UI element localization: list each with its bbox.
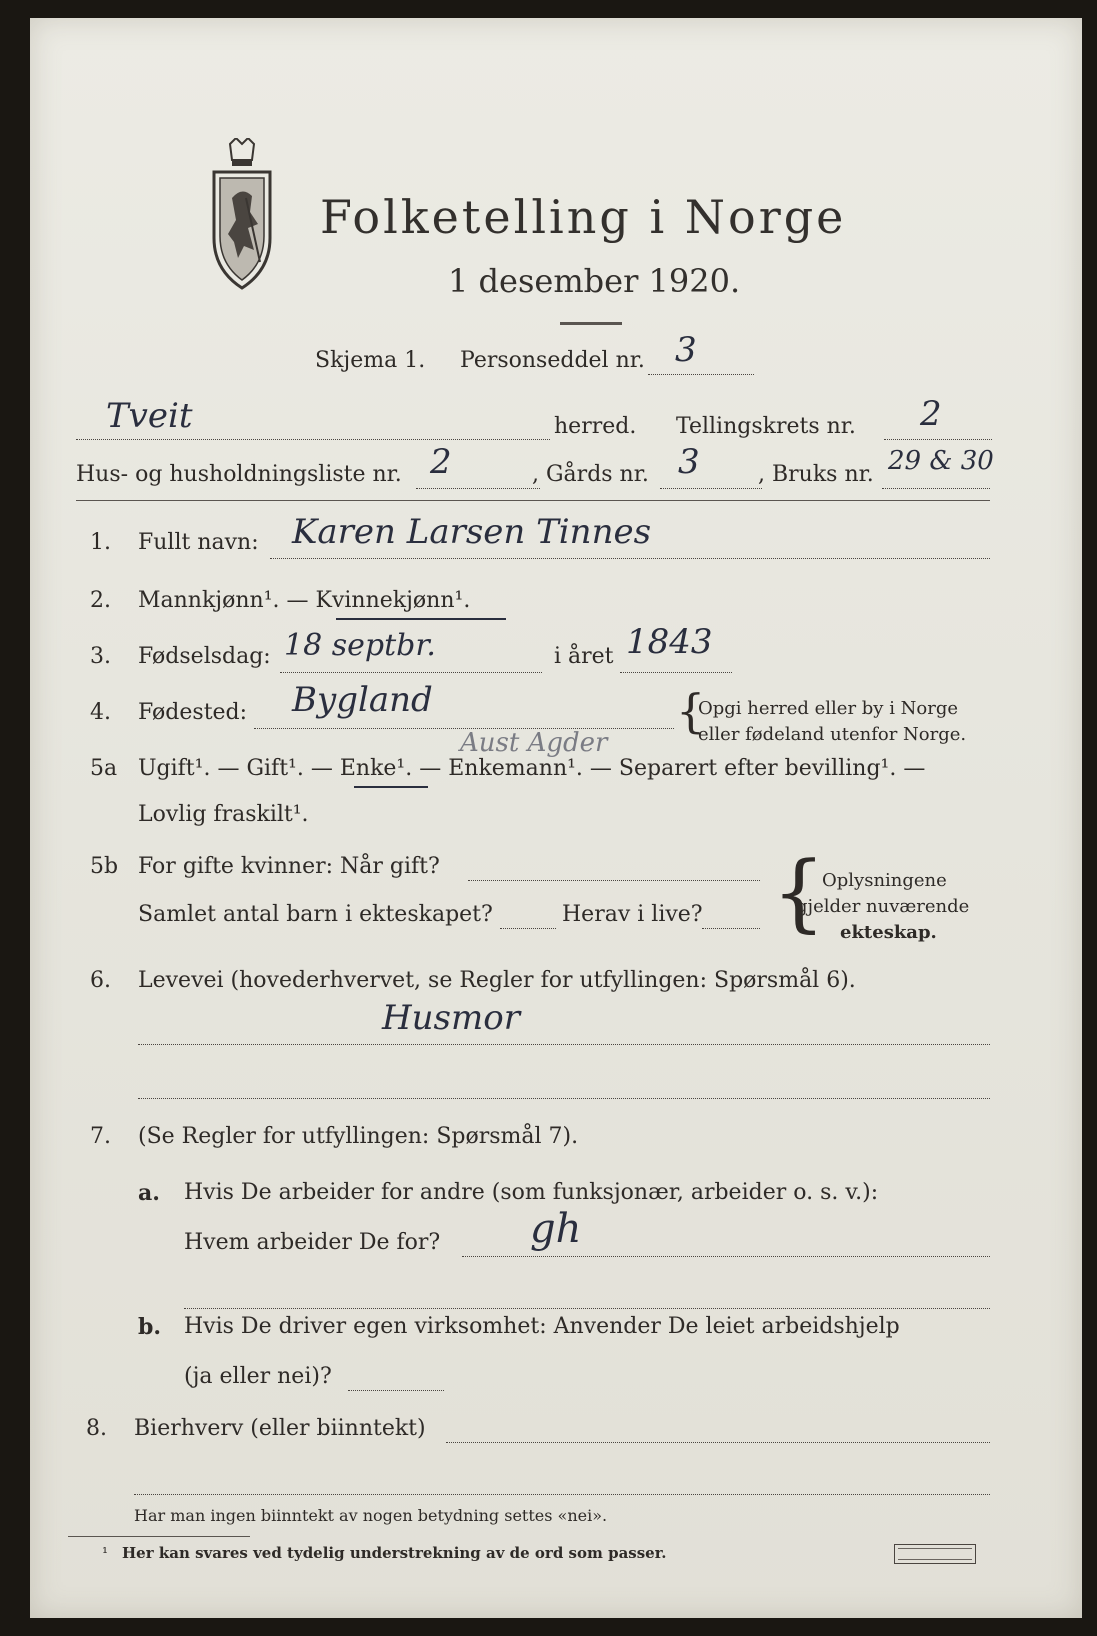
marriage-note-line3: ekteskap. (840, 922, 937, 943)
husholdningsliste-line (416, 488, 540, 489)
census-date: 1 desember 1920. (448, 262, 741, 300)
enke-underline (354, 786, 428, 788)
coat-of-arms-icon (202, 138, 282, 293)
tellingskrets-line (884, 439, 992, 440)
q8-number: 8. (86, 1416, 107, 1441)
q7b-label: Hvis De driver egen virksomhet: Anvender De leiet arbeidshjelp (184, 1314, 900, 1339)
gards-label: , Gårds nr. (532, 462, 649, 487)
full-name-line (270, 558, 990, 559)
bruks-label: , Bruks nr. (758, 462, 874, 487)
q5b-label3: Herav i live? (562, 902, 703, 927)
title-divider (560, 322, 622, 325)
birthplace-note-line1: Opgi herred eller by i Norge (698, 698, 959, 719)
occupation-line-2 (138, 1098, 990, 1099)
footnote-divider (68, 1536, 250, 1537)
marriage-note-brace: { (772, 843, 826, 941)
q5b-number: 5b (90, 854, 119, 879)
q7b-letter: b. (138, 1314, 162, 1340)
q5a-label: Ugift¹. — Gift¹. — Enke¹. — Enkemann¹. — Separert efter bevilling¹. — (138, 756, 926, 781)
q4-label: Fødested: (138, 700, 248, 725)
children-alive-line (702, 928, 760, 929)
occupation-value[interactable]: Husmor (382, 998, 520, 1038)
employer-line-1 (462, 1256, 990, 1257)
children-total-line (500, 928, 556, 929)
birthdate-line (280, 672, 542, 673)
bruks-line (882, 488, 990, 489)
census-form (30, 18, 1082, 1618)
footnote-text: Her kan svares ved tydelig understrekning av de ord som passer. (122, 1544, 667, 1562)
schema-label: Skjema 1. (315, 348, 426, 373)
employer-line-2 (184, 1308, 990, 1309)
husholdningsliste-value[interactable]: 2 (430, 442, 452, 482)
q1-number: 1. (90, 530, 111, 555)
personseddel-value[interactable]: 3 (675, 330, 697, 370)
husholdningsliste-label: Hus- og husholdningsliste nr. (76, 462, 402, 487)
q7a-label: Hvis De arbeider for andre (som funksjonær, arbeider o. s. v.): (184, 1180, 879, 1205)
tellingskrets-value[interactable]: 2 (920, 394, 942, 434)
herred-value[interactable]: Tveit (106, 396, 193, 436)
q5a-label2: Lovlig fraskilt¹. (138, 802, 309, 827)
hired-help-line (348, 1390, 444, 1391)
birth-year-value[interactable]: 1843 (626, 622, 713, 662)
full-name-value[interactable]: Karen Larsen Tinnes (292, 512, 652, 552)
employer-value[interactable]: gh (530, 1206, 582, 1252)
occupation-line-1 (138, 1044, 990, 1045)
tellingskrets-label: Tellingskrets nr. (676, 414, 856, 439)
q7-number: 7. (90, 1124, 111, 1149)
herred-label: herred. (554, 414, 637, 439)
q7a-letter: a. (138, 1180, 160, 1206)
marriage-note-line1: Oplysningene (822, 870, 947, 891)
q7b-label2: (ja eller nei)? (184, 1364, 332, 1389)
q7-label: (Se Regler for utfyllingen: Spørsmål 7). (138, 1124, 579, 1149)
q1-label: Fullt navn: (138, 530, 259, 555)
printer-stamp (894, 1544, 976, 1564)
birthplace-value[interactable]: Bygland (292, 680, 433, 720)
q2-label: Mannkjønn¹. — Kvinnekjønn¹. (138, 588, 471, 613)
side-income-line-1 (446, 1442, 990, 1443)
q6-number: 6. (90, 968, 111, 993)
birthdate-value[interactable]: 18 septbr. (284, 628, 436, 663)
personseddel-label: Personseddel nr. (460, 348, 645, 373)
q5b-label2: Samlet antal barn i ekteskapet? (138, 902, 493, 927)
q4-number: 4. (90, 700, 111, 725)
marriage-note-line2: gjelder nuværende (796, 896, 970, 917)
birthplace-note-line2: eller fødeland utenfor Norge. (698, 724, 967, 745)
birth-year-line (620, 672, 732, 673)
herred-line (76, 439, 550, 440)
personseddel-line (648, 374, 754, 375)
form-title: Folketelling i Norge (320, 190, 847, 244)
q6-label: Levevei (hovederhvervet, se Regler for utfyllingen: Spørsmål 6). (138, 968, 856, 993)
side-income-line-2 (134, 1494, 990, 1495)
q5b-label: For gifte kvinner: Når gift? (138, 854, 440, 879)
birth-year-label: i året (554, 644, 614, 669)
gards-line (660, 488, 762, 489)
q3-number: 3. (90, 644, 111, 669)
q7a-label2: Hvem arbeider De for? (184, 1230, 441, 1255)
no-income-note: Har man ingen biinntekt av nogen betydning settes «nei». (134, 1506, 608, 1525)
q5a-number: 5a (90, 756, 118, 781)
gards-value[interactable]: 3 (678, 442, 700, 482)
q2-number: 2. (90, 588, 111, 613)
birthplace-note-brace: { (676, 684, 706, 738)
q3-label: Fødselsdag: (138, 644, 271, 669)
q8-label: Bierhverv (eller biinntekt) (134, 1416, 426, 1441)
footnote-mark: ¹ (102, 1544, 109, 1562)
bruks-value[interactable]: 29 & 30 (888, 446, 994, 476)
header-separator (76, 500, 990, 501)
kvinnekjonn-underline (336, 618, 506, 620)
married-date-line (468, 880, 760, 881)
birthplace-county[interactable]: Aust Agder (460, 728, 608, 758)
